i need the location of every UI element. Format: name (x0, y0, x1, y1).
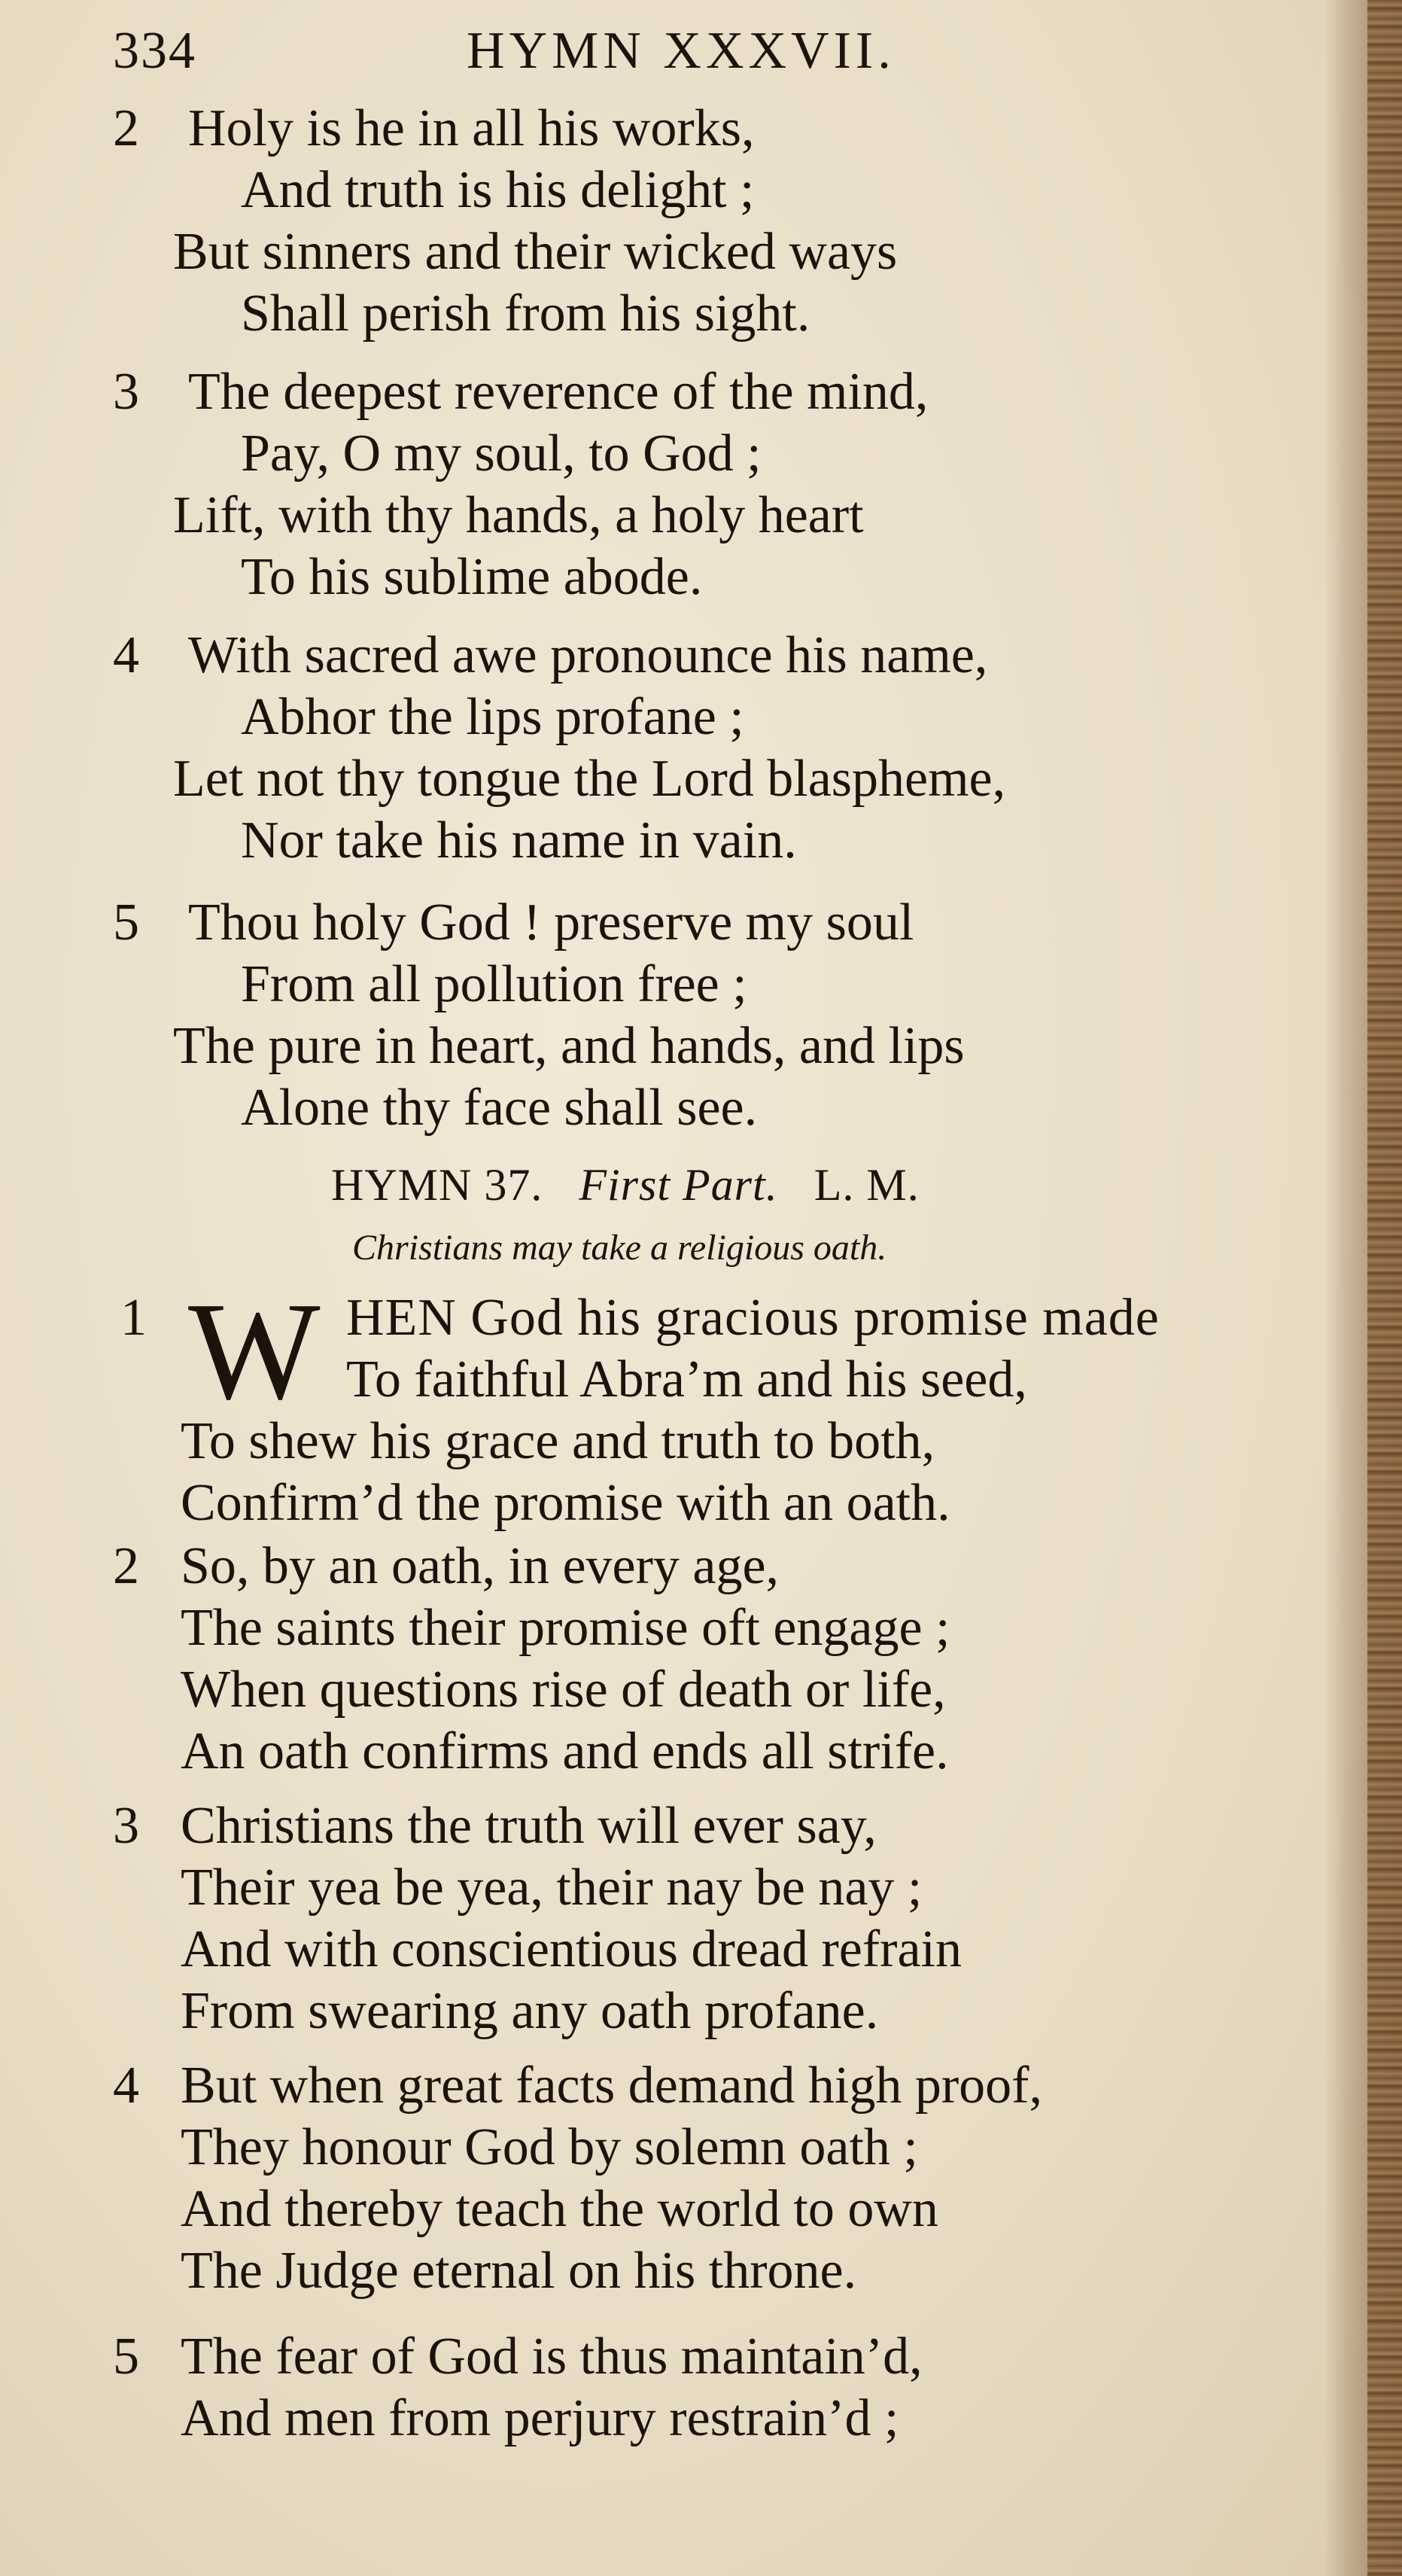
page-edge (1367, 0, 1402, 2576)
verse-line: And with conscientious dread refrain (181, 1920, 963, 1978)
hymn-number: HYMN 37. (331, 1160, 543, 1210)
verse-bottom-2 (113, 1536, 1317, 1783)
page-number: 334 (113, 22, 196, 80)
verse-number: 2 (113, 1537, 139, 1595)
verse-line: From all pollution free ; (241, 955, 747, 1013)
verse-line: And thereby teach the world to own (181, 2180, 938, 2238)
verse-line: Shall perish from his sight. (241, 285, 810, 343)
hymn-heading (331, 1159, 920, 1211)
verse-line: Christians the truth will ever say, (181, 1797, 877, 1855)
verse-line: The Judge eternal on his throne. (181, 2242, 857, 2300)
verse-number: 3 (113, 1797, 139, 1855)
verse-number: 2 (113, 99, 139, 157)
verse-line: Holy is he in all his works, (188, 99, 755, 157)
verse-line: When questions rise of death or life, (181, 1661, 946, 1719)
verse-line: So, by an oath, in every age, (181, 1537, 780, 1595)
verse-line: Nor take his name in vain. (241, 811, 797, 869)
verse-line: To shew his grace and truth to both, (181, 1412, 935, 1470)
verse-number: 1 (120, 1289, 147, 1347)
verse-line: Their yea be yea, their nay be nay ; (181, 1859, 923, 1917)
verse-bottom-5 (113, 2326, 1317, 2450)
verse-line: Alone thy face shall see. (241, 1079, 758, 1137)
verse-line: To his sublime abode. (241, 548, 703, 606)
verse-line: To faithful Abra’m and his seed, (346, 1350, 1027, 1408)
verse-top-3 (113, 361, 1317, 608)
verse-line: Confirm’d the promise with an oath. (181, 1474, 950, 1532)
verse-line: The fear of God is thus maintain’d, (181, 2328, 923, 2386)
running-head: HYMN XXXVII. (467, 22, 896, 80)
hymn-meter: L. M. (814, 1160, 920, 1210)
verse-line: And truth is his delight ; (241, 161, 755, 219)
verse-line: With sacred awe pronounce his name, (188, 626, 988, 684)
verse-first-1 (113, 1274, 1317, 1534)
verse-top-2 (113, 98, 1317, 345)
verse-line: From swearing any oath profane. (181, 1982, 879, 2040)
verse-bottom-4 (113, 2055, 1317, 2302)
verse-top-4 (113, 625, 1317, 872)
verse-number: 4 (113, 626, 139, 684)
verse-line: An oath confirms and ends all strife. (181, 1722, 949, 1780)
verse-line: They honour God by solemn oath ; (181, 2118, 918, 2176)
verse-line: But when great facts demand high proof, (181, 2057, 1042, 2115)
verse-line: Abhor the lips profane ; (241, 688, 744, 746)
verse-line: But sinners and their wicked ways (173, 223, 898, 281)
verse-line: And men from perjury restrain’d ; (181, 2389, 899, 2447)
verse-line: The deepest reverence of the mind, (188, 363, 929, 421)
verse-line: The pure in heart, and hands, and lips (173, 1017, 965, 1075)
verse-number: 3 (113, 363, 139, 421)
verse-line: The saints their promise oft engage ; (181, 1599, 950, 1657)
hymn-subtitle: Christians may take a religious oath. (352, 1228, 887, 1268)
verse-line: HEN God his gracious promise made (346, 1289, 1160, 1347)
verse-number: 5 (113, 894, 139, 952)
verse-number: 5 (113, 2328, 139, 2386)
verse-top-5 (113, 892, 1317, 1139)
page-header (113, 21, 1287, 89)
verse-line: Let not thy tongue the Lord blaspheme, (173, 750, 1006, 808)
verse-line: Thou holy God ! preserve my soul (188, 894, 914, 952)
verse-bottom-3 (113, 1795, 1317, 2042)
drop-cap: W (188, 1274, 321, 1429)
verse-number: 4 (113, 2057, 139, 2115)
hymn-part: First Part. (579, 1160, 778, 1210)
verse-line: Pay, O my soul, to God ; (241, 425, 762, 483)
verse-line: Lift, with thy hands, a holy heart (173, 486, 864, 544)
